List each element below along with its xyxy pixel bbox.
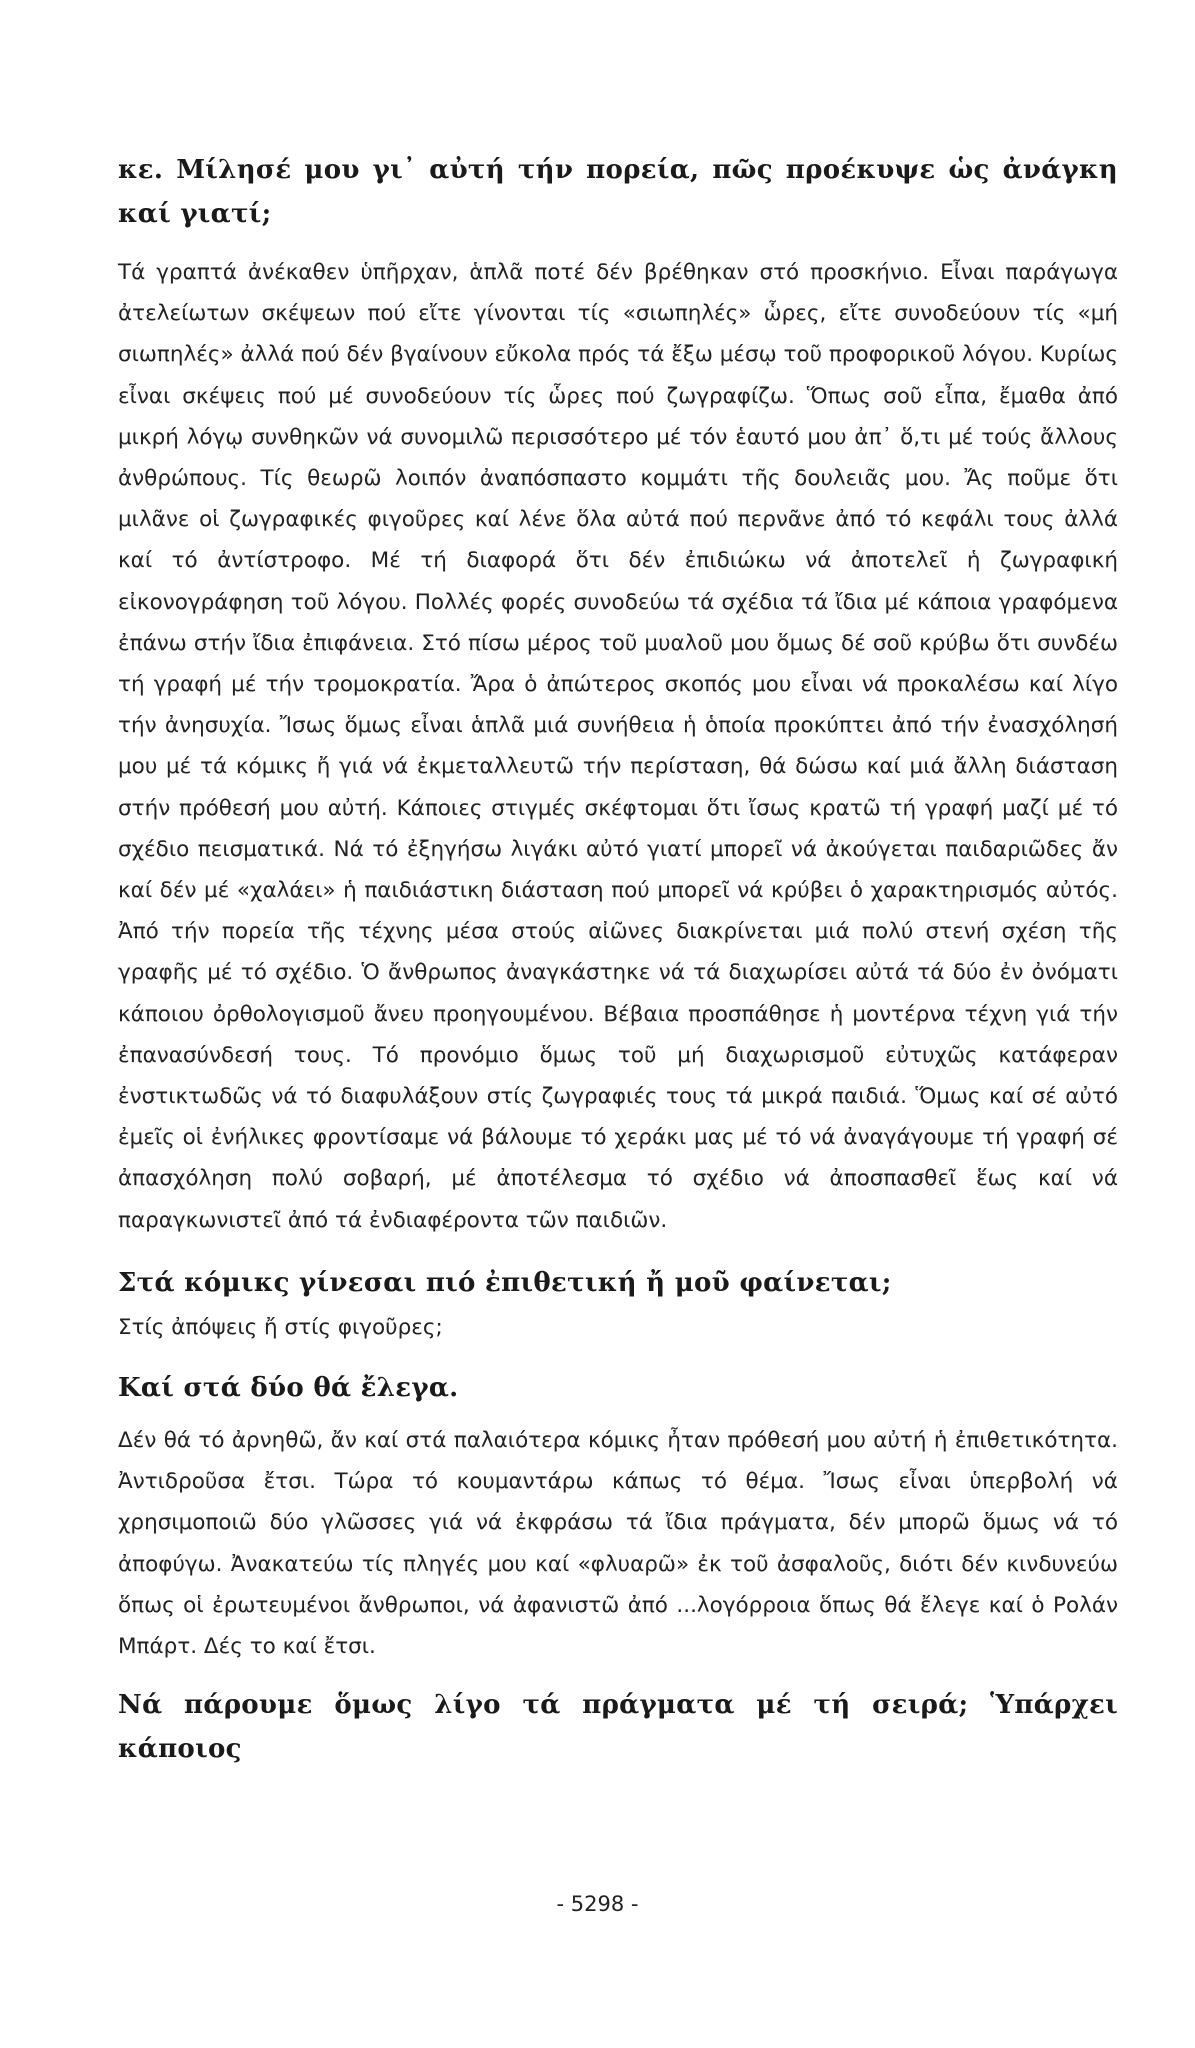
question-heading: Στά κόμικς γίνεσαι πιό ἐπιθετική ἤ μοῦ φαίνεται; bbox=[118, 1267, 892, 1298]
question-heading: Νά πάρουμε ὅμως λίγο τά πράγματα μέ τή σειρά; Ὑπάρχει κάποιος bbox=[118, 1690, 1118, 1765]
page-number: - 5298 - bbox=[556, 1892, 639, 1916]
answer-paragraph: Δέν θά τό ἀρνηθῶ, ἄν καί στά παλαιότερα κόμικς ἦταν πρόθεσή μου αὐτή ἡ ἐπιθετικότητα. Ἀντιδροῦσα ἔτσι. Τώρα τό κουμαντάρω κάπως τό θέμα. Ἴσως εἶναι ὑπερβολή νά χρησιμοποιῶ δύο γλῶσσες γιά νά ἐκφράσω τά ἴδια πράγματα, δέν μπορῶ ὅμως νά τό ἀποφύγω. Ἀνακατεύω τίς πληγές μου καί «φλυαρῶ» ἐκ τοῦ ἀσφαλοῦς, διότι δέν κινδυνεύω ὅπως οἱ ἐρωτευμένοι ἄνθρωποι, νά ἀφανιστῶ ἀπό ...λογόρροια ὅπως θά ἔλεγε καί ὁ Ρολάν Μπάρτ. Δές το καί ἔτσι. bbox=[118, 1428, 1118, 1660]
page-body bbox=[118, 148, 1118, 1771]
question-heading: Καί στά δύο θά ἔλεγα. bbox=[118, 1373, 459, 1404]
answer-paragraph: Τά γραπτά ἀνέκαθεν ὑπῆρχαν, ἁπλᾶ ποτέ δέν βρέθηκαν στό προσκήνιο. Εἶναι παράγωγα ἀτελείωτων σκέψεων πού εἴτε γίνονται τίς «σιωπηλές» ὧρες, εἴτε συνοδεύουν τίς «μή σιωπηλές» ἀλλά πού δέν βγαίνουν εὔκολα πρός τά ἔξω μέσῳ τοῦ προφορικοῦ λόγου. Κυρίως εἶναι σκέψεις πού μέ συνοδεύουν τίς ὧρες πού ζωγραφίζω. Ὅπως σοῦ εἶπα, ἔμαθα ἀπό μικρή λόγῳ συνθηκῶν νά συνομιλῶ περισσότερο μέ τόν ἑαυτό μου ἀπ᾽ ὅ,τι μέ τούς ἄλλους ἀνθρώπους. Τίς θεωρῶ λοιπόν ἀναπόσπαστο κομμάτι τῆς δουλειᾶς μου. Ἄς ποῦμε ὅτι μιλᾶνε οἱ ζωγραφικές φιγοῦρες καί λένε ὅλα αὐτά πού περνᾶνε ἀπό τό κεφάλι τους ἀλλά καί τό ἀντίστροφο. Μέ τή διαφορά ὅτι δέν ἐπιδιώκω νά ἀποτελεῖ ἡ ζωγραφική εἰκονογράφηση τοῦ λόγου. Πολλές φορές συνοδεύω τά σχέδια τά ἴδια μέ κάποια γραφόμενα ἐπάνω στήν ἴδια ἐπιφάνεια. Στό πίσω μέρος τοῦ μυαλοῦ μου ὅμως δέ σοῦ κρύβω ὅτι συνδέω τή γραφή μέ τήν τρομοκρατία. Ἄρα ὁ ἀπώτερος σκοπός μου εἶναι νά προκαλέσω καί λίγο τήν ἀνησυχία. Ἴσως ὅμως εἶναι ἁπλᾶ μιά συνήθεια ἡ ὁποία προκύπτει ἀπό τήν ἐνασχόλησή μου μέ τά κόμικς ἤ γιά νά ἐκμεταλλευτῶ τήν περίσταση, θά δώσω καί μιά ἄλλη διάσταση στήν πρόθεσή μου αὐτή. Κάποιες στιγμές σκέφτομαι ὅτι ἴσως κρατῶ τή γραφή μαζί μέ τό σχέδιο πεισματικά. Νά τό ἐξηγήσω λιγάκι αὐτό γιατί μπορεῖ νά ἀκούγεται παιδαριῶδες ἄν καί δέν μέ «χαλάει» ἡ παιδιάστικη διάσταση πού μπορεῖ νά κρύβει ὁ χαρακτηρισμός αὐτός. Ἀπό τήν πορεία τῆς τέχνης μέσα στούς αἰῶνες διακρίνεται μιά πολύ στενή σχέση τῆς γραφῆς μέ τό σχέδιο. Ὁ ἄνθρωπος ἀναγκάστηκε νά τά διαχωρίσει αὐτά τά δύο ἐν ὀνόματι κάποιου ὀρθολογισμοῦ ἄνευ προηγουμένου. Βέβαια προσπάθησε ἡ μοντέρνα τέχνη γιά τήν ἐπανασύνδεσή τους. Τό προνόμιο ὅμως τοῦ μή διαχωρισμοῦ εὐτυχῶς κατάφεραν ἐνστικτωδῶς νά τό διαφυλάξουν στίς ζωγραφιές τους τά μικρά παιδιά. Ὅμως καί σέ αὐτό ἐμεῖς οἱ ἐνήλικες φροντίσαμε νά βάλουμε τό χεράκι μας μέ τό νά ἀναγάγουμε τή γραφή σέ ἀπασχόληση πολύ σοβαρή, μέ ἀποτέλεσμα τό σχέδιο νά ἀποσπασθεῖ ἕως καί νά παραγκωνιστεῖ ἀπό τά ἐνδιαφέροντα τῶν παιδιῶν. bbox=[118, 260, 1118, 1233]
answer-paragraph: Στίς ἀπόψεις ἤ στίς φιγοῦρες; bbox=[118, 1314, 443, 1340]
question-heading: κε. Μίλησέ μου γι᾽ αὐτή τήν πορεία, πῶς προέκυψε ὡς ἀνάγκη καί γιατί; bbox=[118, 155, 1118, 229]
